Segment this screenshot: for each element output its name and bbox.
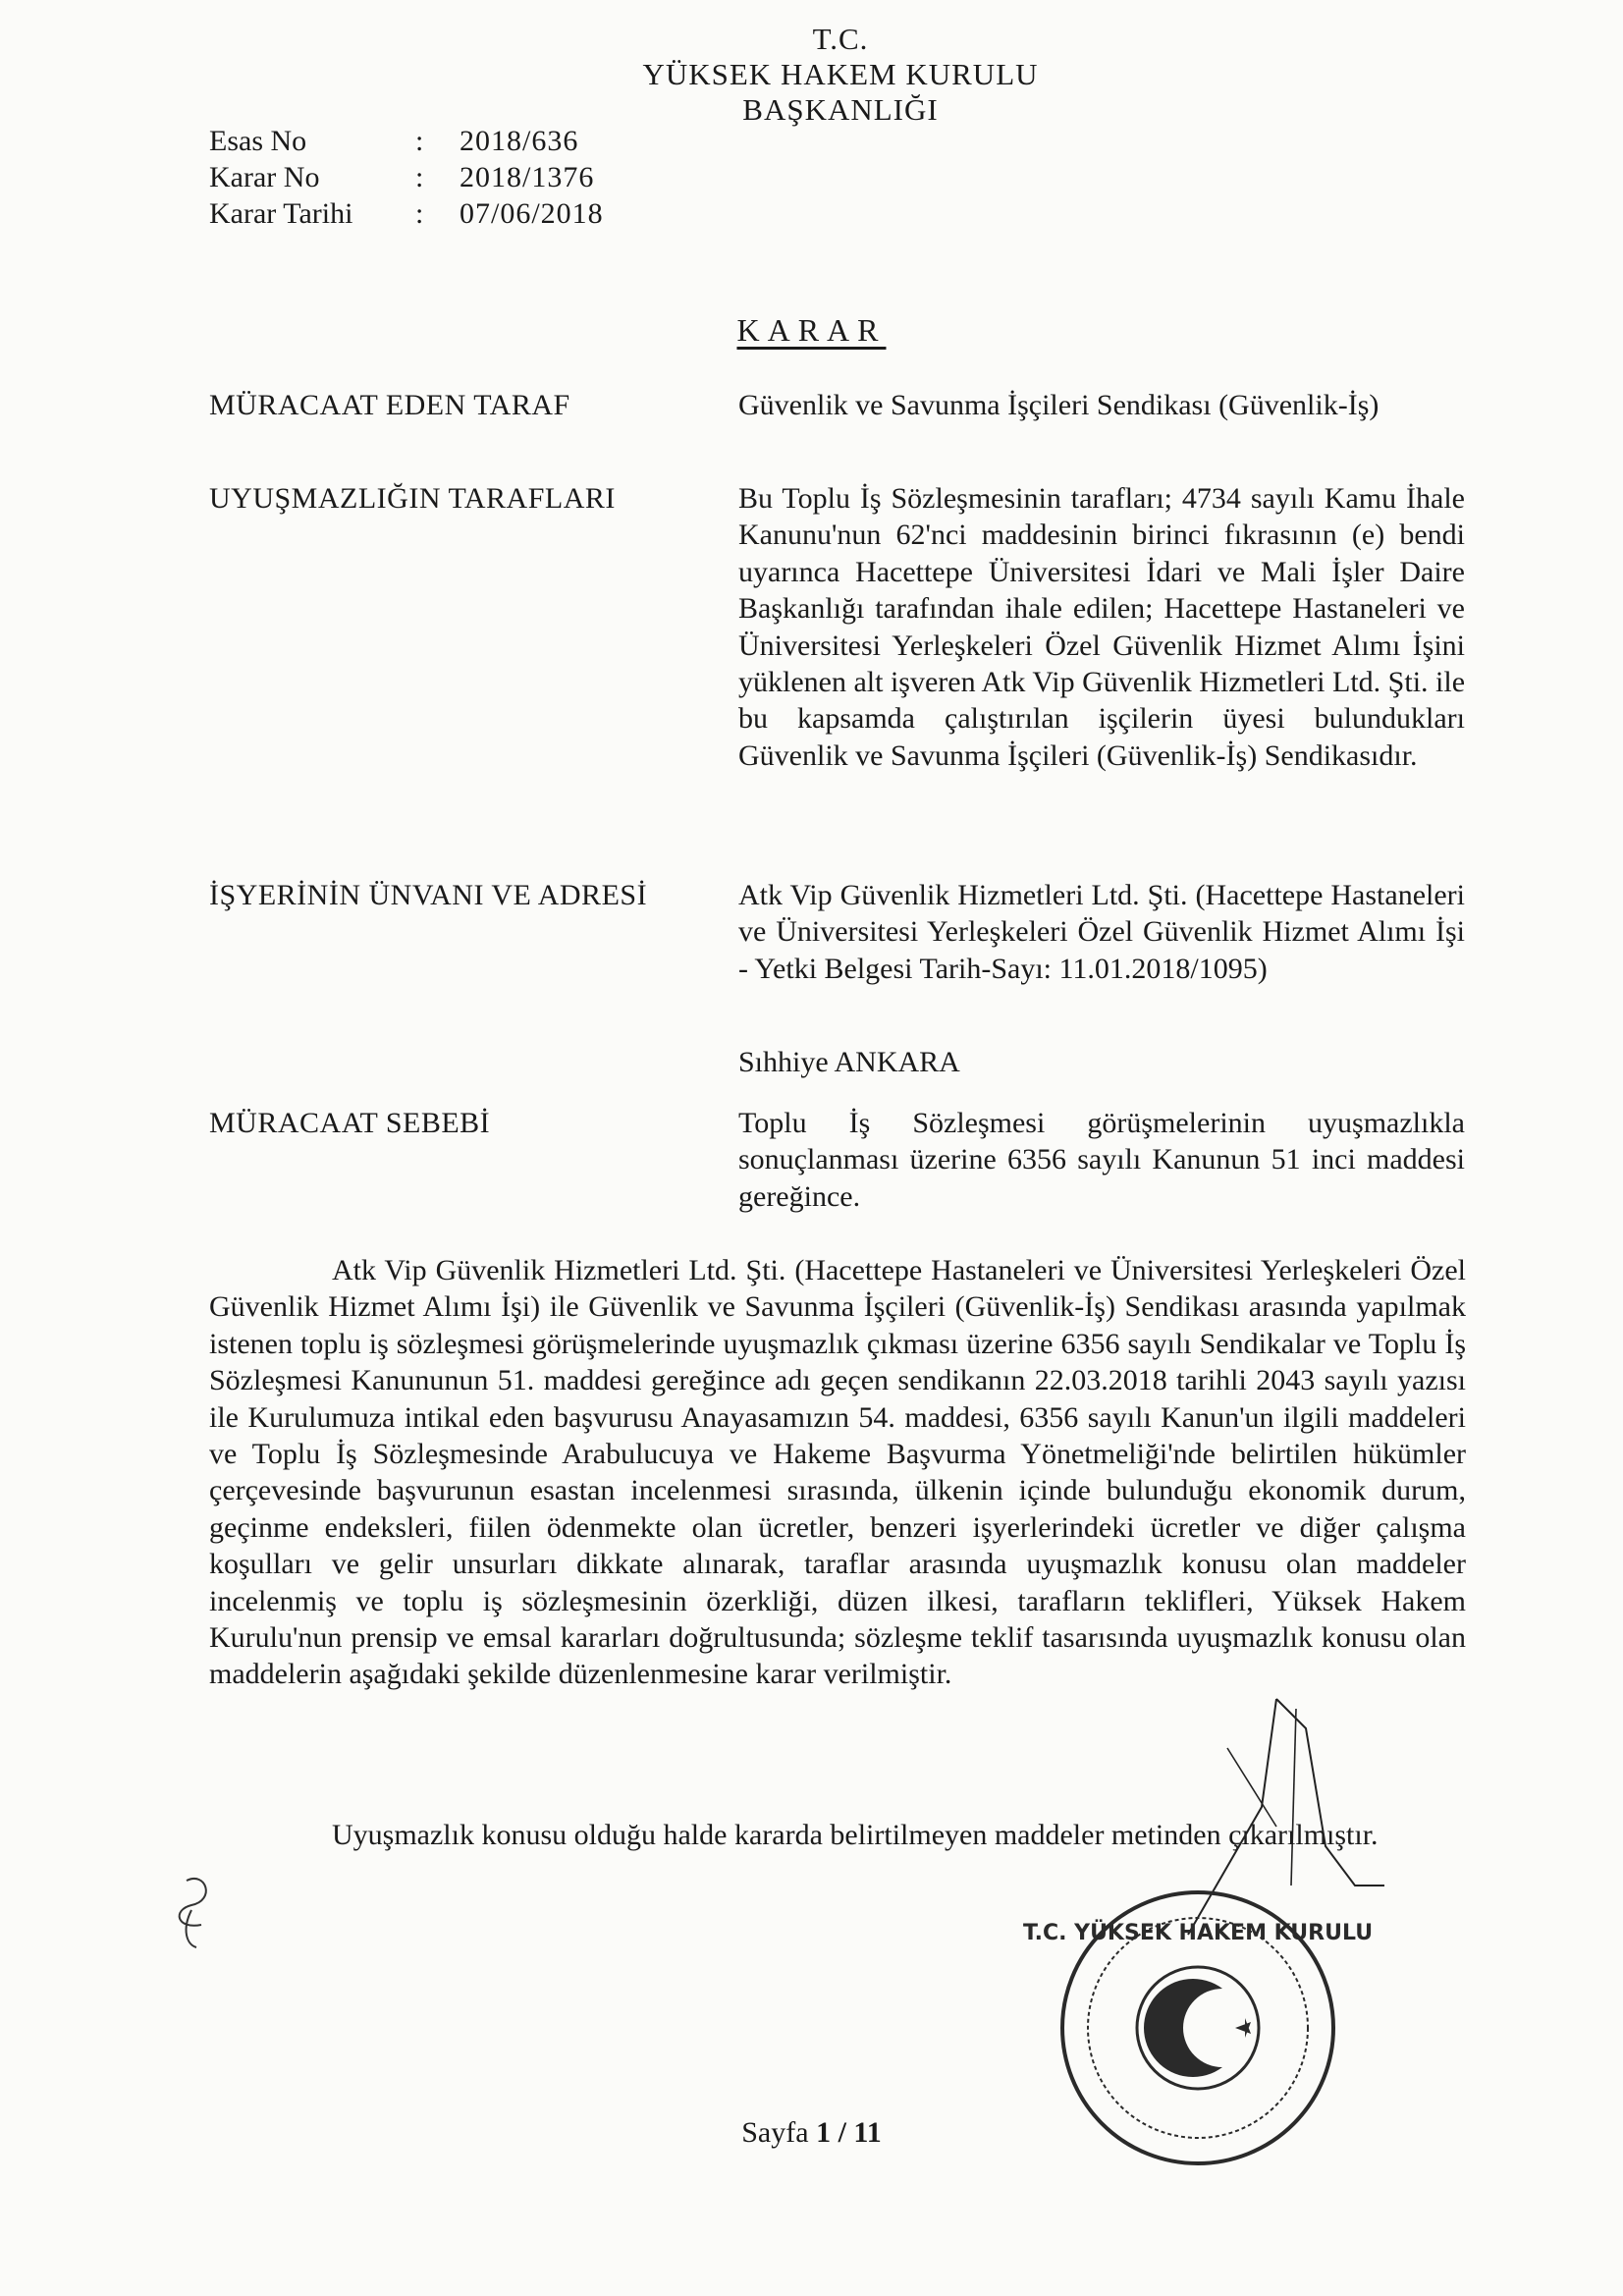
section-label-workplace: İŞYERİNİN ÜNVANI VE ADRESİ (209, 879, 648, 911)
section-label-reason: MÜRACAAT SEBEBİ (209, 1107, 491, 1139)
stamp-label: T.C. YÜKSEK HAKEM KURULU (1022, 1921, 1374, 1945)
meta-colon: : (415, 125, 424, 157)
section-label-applicant: MÜRACAAT EDEN TARAF (209, 389, 570, 421)
meta-colon: : (415, 197, 424, 230)
meta-value: 07/06/2018 (460, 197, 604, 230)
initials-scribble (167, 1871, 226, 1949)
decision-title: KARAR (736, 312, 887, 348)
section-value-workplace: Atk Vip Güvenlik Hizmetleri Ltd. Şti. (Hacettepe Hastaneleri ve Üniversitesi Yerleşkeleri Özel Güvenlik Hizmet Alımı İşi - Yetki Belgesi Tarih-Sayı: 11.01.2018/1095) (738, 879, 1465, 985)
meta-value: 2018/1376 (460, 161, 595, 193)
body-paragraph-1: Atk Vip Güvenlik Hizmetleri Ltd. Şti. (Hacettepe Hastaneleri ve Üniversitesi Yerleşkeleri Özel Güvenlik Hizmet Alımı İşi) ile Güvenlik ve Savunma İşçileri (Güvenlik-İş) Sendikası arasında yapılmak istenen toplu iş sözleşmesi görüşmelerinde uyuşmazlık çıkması üzerine 6356 sayılı Sendikalar ve Toplu İş Sözleşmesi Kanununun 51. maddesi gereğince adı geçen sendikanın 22.03.2018 tarihli 2043 sayılı yazısı ile Kurulumuza intikal eden başvurusu Anayasamızın 54. maddesi, 6356 sayılı Kanun'un ilgili maddeleri ve Toplu İş Sözleşmesinde Arabulucuya ve Hakeme Başvurma Yönetmeliği'nde belirtilen hükümler çerçevesinde başvurunun esastan incelenmesi sırasında, ülkenin içinde bulunduğu ekonomik durum, geçinme endeksleri, fiilen ödenmekte olan ücretler, benzeri işyerlerindeki ücretler ve diğer çalışma koşulları ve gelir unsurları dikkate alınarak, taraflar arasında uyuşmazlık konusu olan maddeler incelenmiş ve toplu iş sözleşmesinin özerkliği, düzen ilkesi, tarafların teklifleri, Yüksek Hakem Kurulu'nun prensip ve emsal kararları doğrultusunda; sözleşme teklif tasarısında uyuşmazlık konusu olan maddelerin aşağıdaki şekilde düzenlenmesine karar verilmiştir. (209, 1254, 1466, 1691)
section-value-reason: Toplu İş Sözleşmesi görüşmelerinin uyuşmazlıkla sonuçlanması üzerine 6356 sayılı Kanunun 51 inci maddesi gereğince. (738, 1107, 1465, 1213)
page-footer (0, 2116, 1623, 2150)
meta-key: Karar No (209, 161, 320, 193)
page-label: Sayfa (741, 2116, 809, 2149)
meta-value: 2018/636 (460, 125, 579, 157)
meta-colon: : (415, 161, 424, 193)
section-label-parties: UYUŞMAZLIĞIN TARAFLARI (209, 482, 616, 515)
section-value-applicant: Güvenlik ve Savunma İşçileri Sendikası (Güvenlik-İş) (738, 389, 1380, 421)
header-tc: T.C. (812, 22, 869, 56)
section-value-parties: Bu Toplu İş Sözleşmesinin tarafları; 4734 sayılı Kamu İhale Kanunu'nun 62'nci maddesinin birinci fıkrasının (e) bendi uyarınca Hacettepe Üniversitesi İdari ve Mali İşler Daire Başkanlığı tarafından ihale edilen; Hacettepe Hastaneleri ve Üniversitesi Yerleşkeleri Özel Güvenlik Hizmet Alımı İşini yüklenen alt işveren Atk Vip Güvenlik Hizmetleri Ltd. Şti. ile bu kapsamda çalıştırılan işçilerin üyesi bulundukları Güvenlik ve Savunma İşçileri (Güvenlik-İş) Sendikasıdır. (738, 482, 1466, 772)
body-paragraph-2: Uyuşmazlık konusu olduğu halde kararda belirtilmeyen maddeler metinden çıkarılmıştır. (332, 1819, 1379, 1851)
page-number: 1 / 11 (816, 2116, 882, 2149)
section-value-address: Sıhhiye ANKARA (738, 1046, 960, 1078)
meta-key: Karar Tarihi (209, 197, 353, 230)
header-institution: YÜKSEK HAKEM KURULU (642, 57, 1039, 91)
meta-key: Esas No (209, 125, 307, 157)
header-presidency: BAŞKANLIĞI (742, 92, 939, 127)
